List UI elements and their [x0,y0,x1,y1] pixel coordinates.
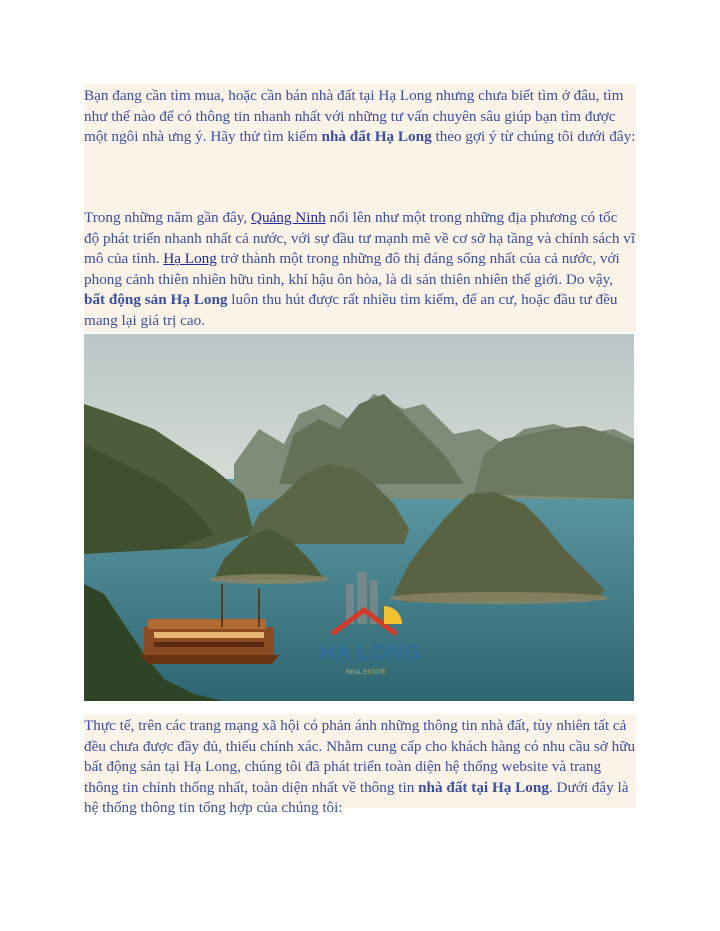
context-text [84,208,636,332]
context-text-before: Trong những năm gần đây, [84,209,251,226]
context-text-mid1: nổi lên như một trong những địa phương có tốc độ phát triển nhanh nhất cả nước, với sự đầu tư mạnh mẽ về cơ sở hạ tầng và chính sách vĩ mô của tỉnh. [84,209,636,268]
intro-keyword: nhà đất Hạ Long [321,128,432,146]
logo-text: HẠ LONG [319,640,421,665]
intro-text-before: Bạn đang cần tìm mua, hoặc cần bán nhà đất tại Hạ Long nhưng chưa biết tìm ở đâu, tìm như thế nào để có thông tin nhanh nhất với những tư vấn chuyên sâu giúp bạn tìm được một ngôi nhà ưng ý. Hãy thử tìm kiếm [84,87,624,146]
closing-paragraph [84,714,636,817]
context-text-mid2: trở thành một trong những đô thị đáng sống nhất của cả nước, với phong cảnh thiên nhiên hữu tình, khí hậu ôn hòa, là di sản thiên nhiên thế giới. Do vậy, [84,250,620,288]
ha-long-bay-photo [84,334,634,701]
ha-long-link[interactable]: Hạ Long [163,250,217,268]
intro-paragraph [84,84,636,200]
intro-text [84,86,636,148]
quang-ninh-link[interactable]: Quảng Ninh [251,209,326,226]
context-paragraph [84,200,636,332]
center-island-shore [209,574,329,584]
context-text-after: luôn thu hút được rất nhiều tìm kiếm, để an cư, hoặc đầu tư đều mang lại giá trị cao. [84,291,618,329]
closing-text-after: . Dưới đây là hệ thống thông tin tổng hợp của chúng tôi: [84,778,629,817]
closing-keyword: nhà đất tại Hạ Long [418,778,549,796]
right-island-shore [389,592,609,604]
closing-text [84,716,636,819]
intro-text-after: theo gợi ý từ chúng tôi dưới đây: [431,128,636,146]
logo-subtext: REAL ESTATE [346,670,386,676]
context-keyword: bất động sản Hạ Long [84,291,228,309]
closing-text-before: Thực tế, trên các trang mạng xã hội có phản ánh những thông tin nhà đất, tùy nhiên tất cả đều chưa được đầy đủ, thiếu chính xác. Nhằm cung cấp cho khách hàng có nhu cầu sở hữu bất động sản tại Hạ Long, chúng tôi đã phát triển toàn diện hệ thống website và trang thông tin chính thống nhất, toàn diện nhất về thông tin [84,717,636,796]
